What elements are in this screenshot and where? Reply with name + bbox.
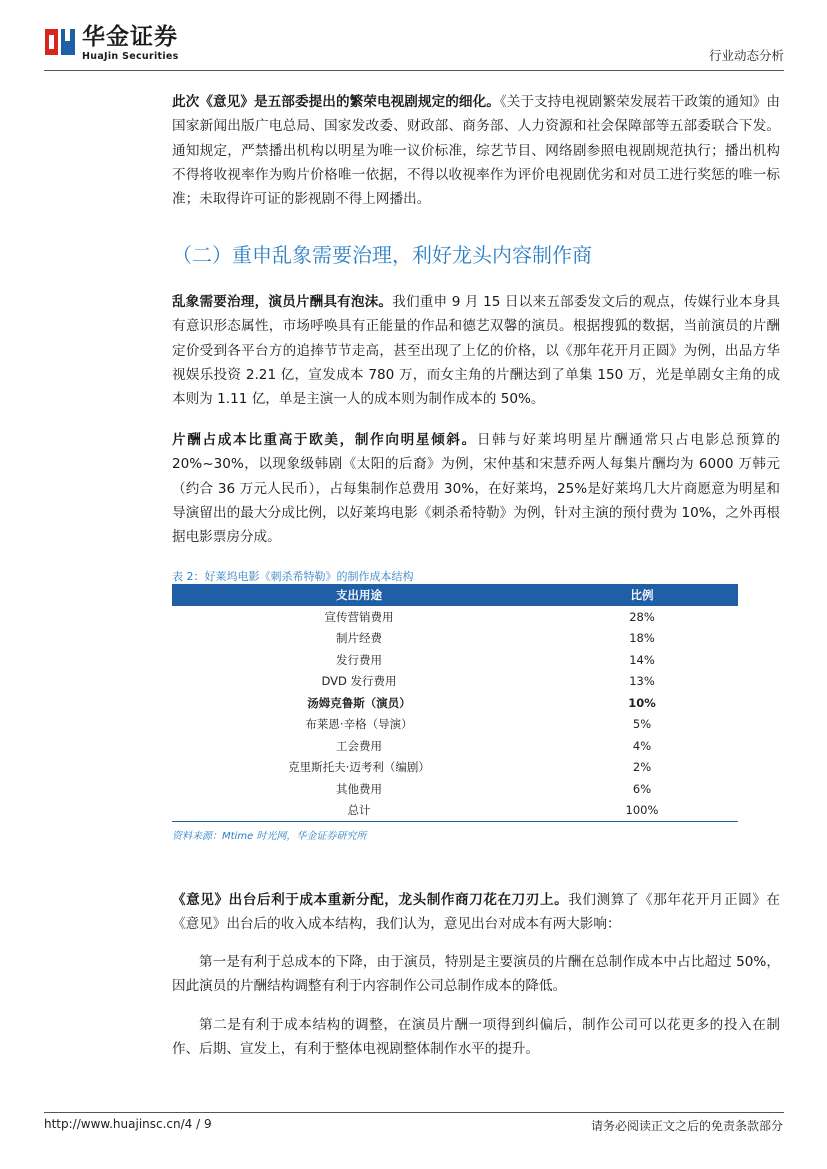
cell-purpose: 发行费用 xyxy=(336,652,382,667)
cell-ratio: 14% xyxy=(629,652,655,667)
cell-ratio: 2% xyxy=(632,760,652,775)
cell-ratio: 13% xyxy=(629,674,655,689)
paragraph-body: 我们重申 9 月 15 日以来五部委发文后的观点，传媒行业本身具有意识形态属性，市场呼唤具有正能量的作品和德艺双馨的演员。根据搜狐的数据，当前演员的片酬定价受到各平台方的追捧节节走高，甚至出现了上亿的价格，以《那年花开月正圆》为例，出品方华视娱乐投资 2.21 亿，宣发成本 780 万，而女主角的片酬达到了单集 150 万，光是单剧女主角的成本则为 1.11 亿，单是主演一人的成本则为制作成本的 50%。 xyxy=(172,294,780,408)
cell-purpose: 制片经费 xyxy=(336,631,382,646)
cell-purpose: 宣传营销费用 xyxy=(324,609,394,624)
table-row xyxy=(172,606,738,628)
cell-purpose: 其他费用 xyxy=(336,781,382,796)
cell-ratio: 4% xyxy=(632,738,652,753)
table-row-total xyxy=(172,800,738,822)
cell-purpose: 克里斯托夫·迈考利（编剧） xyxy=(288,760,430,775)
cell-ratio: 18% xyxy=(629,631,655,646)
table-row xyxy=(172,649,738,671)
table-row xyxy=(172,628,738,650)
footer-url-page xyxy=(44,1117,212,1131)
paragraph-lead: 《意见》出台后利于成本重新分配，龙头制作商刀花在刀刃上。 xyxy=(172,892,569,908)
paragraph-impact-two: 第二是有利于成本结构的调整，在演员片酬一项得到纠偏后，制作公司可以花更多的投入在制作、后期、宣发上，有利于整体电视剧整体制作水平的提升。 xyxy=(172,1017,780,1058)
cell-purpose: 工会费用 xyxy=(336,738,382,753)
section-title: （二）重申乱象需要治理，利好龙头内容制作商 xyxy=(172,243,592,267)
paragraph-lead: 此次《意见》是五部委提出的繁荣电视剧规定的细化。 xyxy=(172,94,500,110)
cell-ratio: 10% xyxy=(628,695,656,710)
cell-purpose: 汤姆克鲁斯（演员） xyxy=(307,695,411,710)
table-row xyxy=(172,778,738,800)
paragraph-cost-redistribution xyxy=(172,888,780,937)
paragraph-policy-detail xyxy=(172,90,780,211)
table-caption: 表 2：好莱坞电影《刺杀希特勒》的制作成本结构 xyxy=(172,570,414,583)
header-divider xyxy=(44,70,784,71)
cost-structure-table xyxy=(172,584,738,822)
logo-chinese-name: 华金证券 xyxy=(82,24,178,50)
table-row xyxy=(172,757,738,779)
huajin-logo-icon xyxy=(44,26,76,58)
paragraph-impact-one: 第一是有利于总成本的下降，由于演员，特别是主要演员的片酬在总制作成本中占比超过 50%，因此演员的片酬结构调整有利于内容制作公司总制作成本的降低。 xyxy=(172,954,780,995)
footer-disclaimer: 请务必阅读正文之后的免责条款部分 xyxy=(590,1119,783,1133)
footer-divider xyxy=(44,1112,784,1113)
footer-url-link[interactable]: http://www.huajinsc.cn/ xyxy=(44,1117,185,1131)
paragraph-actor-pay-bubble xyxy=(172,290,780,411)
cell-ratio: 100% xyxy=(546,800,738,822)
page-number: 4 / 9 xyxy=(184,1117,212,1131)
paragraph-body: 《关于支持电视剧繁荣发展若干政策的通知》由国家新闻出版广电总局、国家发改委、财政部、商务部、人力资源和社会保障部等五部委联合下发。通知规定，严禁播出机构以明星为唯一议价标准，综艺节目、网络剧参照电视剧规范执行；播出机构不得将收视率作为购片价格唯一依据，不得以收视率作为评价电视剧优劣和对员工进行奖惩的唯一标准；未取得许可证的影视剧不得上网播出。 xyxy=(172,94,781,208)
paragraph-lead: 乱象需要治理，演员片酬具有泡沫。 xyxy=(172,294,393,310)
column-header-ratio: 比例 xyxy=(546,584,738,606)
table-header-row xyxy=(172,584,738,606)
table-row xyxy=(172,671,738,693)
cell-purpose: 布莱恩·辛格（导演） xyxy=(305,717,413,732)
table-row xyxy=(172,714,738,736)
table-row xyxy=(172,692,738,714)
logo-english-name: HuaJin Securities xyxy=(82,51,179,62)
cell-ratio: 5% xyxy=(632,717,652,732)
paragraph-body: 日韩与好莱坞明星片酬通常只占电影总预算的 20%~30%，以现象级韩剧《太阳的后裔》为例，宋仲基和宋慧乔两人每集片酬均为 6000 万韩元（约合 36 万元人民币），占每集制作总费用 30%，在好莱坞，25%是好莱坞几大片商愿意为明星和导演留出的最大分成比例，以好莱坞电影《刺杀希特勒》为例，针对主演的预付费为 10%，之外再根据电影票房分成。 xyxy=(172,432,781,546)
table-row xyxy=(172,735,738,757)
cell-purpose: 总计 xyxy=(172,800,546,822)
cell-ratio: 6% xyxy=(632,781,652,796)
report-type-label: 行业动态分析 xyxy=(708,48,784,63)
column-header-purpose: 支出用途 xyxy=(172,584,546,606)
cell-purpose: DVD 发行费用 xyxy=(321,674,397,689)
table-source-note: 资料来源：Mtime 时光网，华金证券研究所 xyxy=(172,831,367,842)
paragraph-body: 我们测算了《那年花开月正圆》在《意见》出台后的收入成本结构，我们认为，意见出台对成本有两大影响： xyxy=(172,892,781,933)
paragraph-pay-ratio xyxy=(172,428,780,549)
page-header xyxy=(44,22,784,68)
paragraph-lead: 片酬占成本比重高于欧美，制作向明星倾斜。 xyxy=(172,432,477,448)
cell-ratio: 28% xyxy=(629,609,655,624)
